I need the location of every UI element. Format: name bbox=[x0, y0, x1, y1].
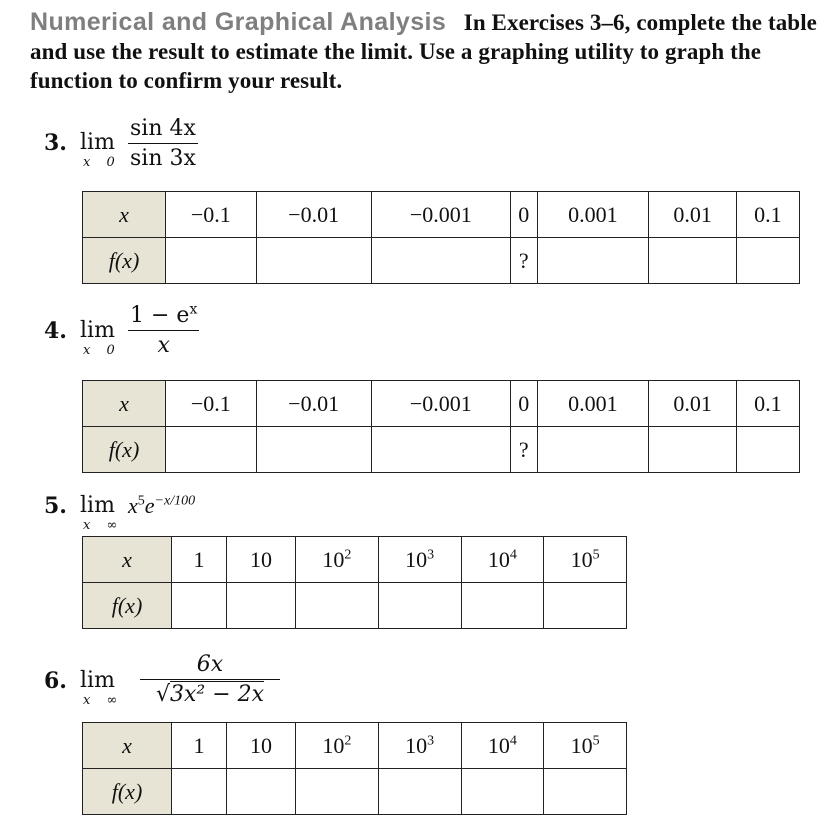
fx-cell[interactable] bbox=[461, 583, 544, 629]
fx-cell[interactable] bbox=[537, 427, 649, 473]
limit-expression bbox=[128, 493, 195, 519]
x-cell: 0.01 bbox=[649, 192, 736, 238]
x-cell: −0.1 bbox=[166, 381, 257, 427]
base-x: x bbox=[128, 493, 138, 518]
fx-cell[interactable] bbox=[544, 583, 627, 629]
limit-approach: x 0 bbox=[83, 155, 121, 170]
fx-label: f(x) bbox=[83, 238, 166, 284]
denominator bbox=[140, 679, 280, 707]
fx-label: f(x) bbox=[83, 427, 166, 473]
x-cell: −0.01 bbox=[256, 381, 371, 427]
fx-cell[interactable] bbox=[371, 427, 510, 473]
value-table-5 bbox=[82, 536, 627, 629]
x-cell: 10 bbox=[227, 723, 296, 769]
fx-cell[interactable] bbox=[461, 769, 544, 815]
limit-expression bbox=[128, 116, 198, 171]
exercise-number: 6. bbox=[44, 668, 67, 694]
fx-row bbox=[83, 238, 800, 284]
fx-cell[interactable] bbox=[172, 583, 227, 629]
fx-row bbox=[83, 427, 800, 473]
x-cell: −0.001 bbox=[371, 381, 510, 427]
fx-cell[interactable] bbox=[172, 769, 227, 815]
x-cell: $10^5$ bbox=[544, 537, 627, 583]
x-row bbox=[83, 381, 800, 427]
value-table-4 bbox=[82, 380, 800, 473]
x-cell: 0.1 bbox=[736, 381, 799, 427]
exercise-number: 3. bbox=[44, 130, 67, 156]
fx-cell[interactable] bbox=[166, 238, 257, 284]
fx-cell[interactable] bbox=[256, 238, 371, 284]
fx-cell[interactable] bbox=[256, 427, 371, 473]
x-cell: 0.1 bbox=[736, 192, 799, 238]
fx-cell[interactable] bbox=[296, 583, 379, 629]
fx-row bbox=[83, 769, 627, 815]
fx-cell[interactable] bbox=[378, 769, 461, 815]
value-table-6 bbox=[82, 722, 627, 815]
base-e: e bbox=[144, 493, 155, 518]
fx-cell[interactable] bbox=[537, 238, 649, 284]
x-row bbox=[83, 537, 627, 583]
exercise-number: 5. bbox=[44, 493, 67, 519]
x-cell: $10^4$ bbox=[461, 723, 544, 769]
limit-approach: x ∞ bbox=[83, 518, 124, 533]
fx-label: f(x) bbox=[83, 583, 172, 629]
fx-cell[interactable] bbox=[227, 583, 296, 629]
fx-row bbox=[83, 583, 627, 629]
x-cell: $10^5$ bbox=[544, 723, 627, 769]
fx-cell[interactable] bbox=[544, 769, 627, 815]
fx-cell[interactable] bbox=[378, 583, 461, 629]
numerator-exponent: x bbox=[189, 301, 198, 318]
limit-expression bbox=[140, 652, 280, 707]
limit-operator: lim bbox=[80, 318, 115, 343]
x-row bbox=[83, 192, 800, 238]
radicand: 3x² − 2x bbox=[169, 682, 265, 707]
x-cell: 0.001 bbox=[537, 381, 649, 427]
fx-cell[interactable]: ? bbox=[510, 238, 537, 284]
limit-approach: x ∞ bbox=[83, 693, 124, 708]
x-label: x bbox=[83, 723, 172, 769]
value-table-3 bbox=[82, 191, 800, 284]
x-cell: 0 bbox=[510, 381, 537, 427]
limit-expression bbox=[128, 303, 199, 358]
x-cell: −0.01 bbox=[256, 192, 371, 238]
numerator: sin 4x bbox=[130, 116, 196, 141]
denominator: x bbox=[128, 330, 199, 358]
fx-cell[interactable] bbox=[736, 238, 799, 284]
x-cell: $10^2$ bbox=[296, 537, 379, 583]
x-cell: −0.1 bbox=[166, 192, 257, 238]
sqrt-icon: √ bbox=[155, 682, 170, 707]
exponent-5: 5 bbox=[137, 493, 145, 509]
x-label: x bbox=[83, 381, 166, 427]
fx-cell[interactable] bbox=[736, 427, 799, 473]
x-cell: −0.001 bbox=[371, 192, 510, 238]
x-cell: 0.001 bbox=[537, 192, 649, 238]
x-cell: 10 bbox=[227, 537, 296, 583]
x-label: x bbox=[83, 192, 166, 238]
fx-cell[interactable] bbox=[649, 427, 736, 473]
x-label: x bbox=[83, 537, 172, 583]
x-row bbox=[83, 723, 627, 769]
fx-cell[interactable] bbox=[227, 769, 296, 815]
fx-cell[interactable] bbox=[649, 238, 736, 284]
numerator: $1 - e^x$ bbox=[130, 301, 198, 328]
limit-operator: lim bbox=[80, 493, 115, 518]
x-cell: $10^2$ bbox=[296, 723, 379, 769]
fx-cell[interactable] bbox=[166, 427, 257, 473]
limit-approach: x 0 bbox=[83, 343, 121, 358]
fx-cell[interactable] bbox=[296, 769, 379, 815]
fx-label: f(x) bbox=[83, 769, 172, 815]
fx-cell[interactable]: ? bbox=[510, 427, 537, 473]
x-cell: $10^3$ bbox=[378, 537, 461, 583]
x-cell: $10^3$ bbox=[378, 723, 461, 769]
x-cell: $10^4$ bbox=[461, 537, 544, 583]
limit-operator: lim bbox=[80, 130, 115, 155]
instructions-paragraph bbox=[30, 8, 830, 95]
x-cell: 1 bbox=[172, 537, 227, 583]
x-cell: 0 bbox=[510, 192, 537, 238]
numerator: 6x bbox=[196, 652, 224, 677]
fx-cell[interactable] bbox=[371, 238, 510, 284]
x-cell: 1 bbox=[172, 723, 227, 769]
denominator: sin 3x bbox=[128, 143, 198, 171]
x-cell: 0.01 bbox=[649, 381, 736, 427]
instructions-text: In Exercises 3–6, complete the table and use the result to estimate the limit. Use a graphing utility to graph the function to confirm your result. bbox=[30, 10, 817, 93]
limit-operator: lim bbox=[80, 668, 115, 693]
exponent-e: −x/100 bbox=[154, 493, 196, 509]
section-heading: Numerical and Graphical Analysis bbox=[30, 8, 447, 36]
exercise-number: 4. bbox=[44, 318, 67, 344]
